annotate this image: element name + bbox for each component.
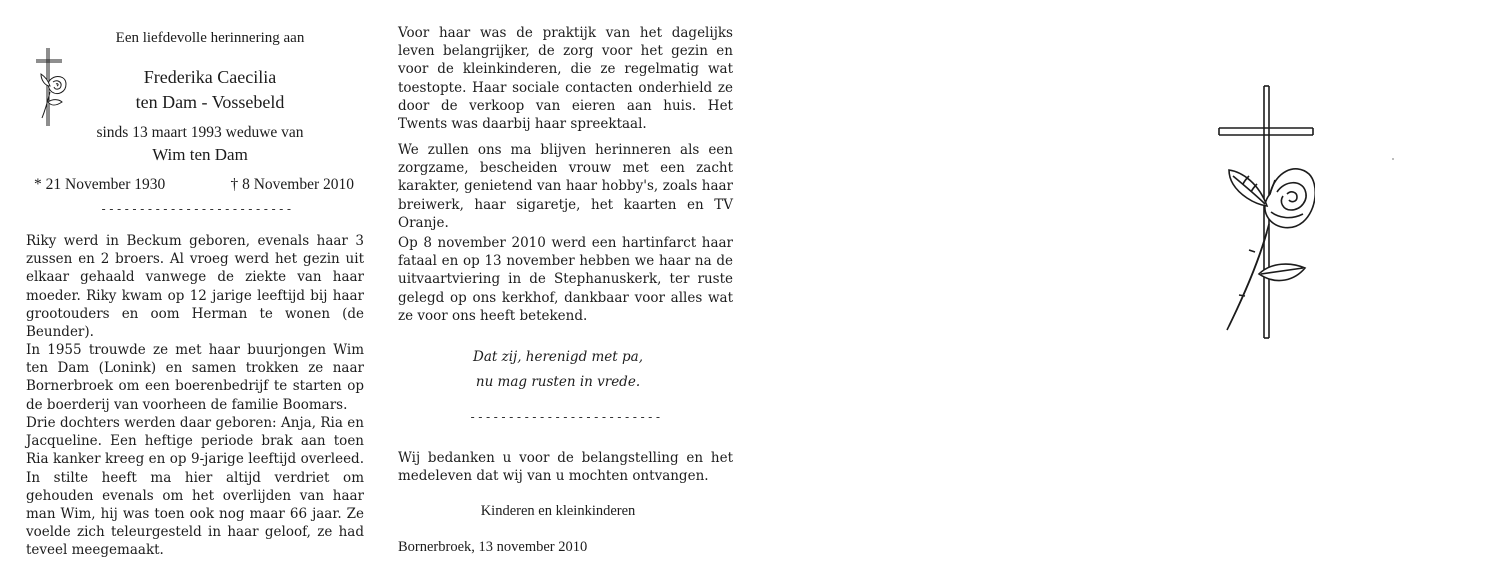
biography-paragraph: Op 8 november 2010 werd een hartinfarct haar fataal en op 13 november hebben we haar na de uitvaartviering in de Stephanuskerk, ter ruste gelegd op ons kerkhof, dankbaar voor alles wat ze voor ons heeft betekend. xyxy=(398,235,733,324)
biography-paragraph: Voor haar was de praktijk van het dagelijks leven belangrijker, de zorg voor het gezin en voor de kleinkinderen, die ze regelmatig wat toestopte. Haar sociale contacten onderhield ze door de verkoop van eieren aan huis. Het Twents was daarbij haar spreektaal. xyxy=(398,25,733,133)
right-panel xyxy=(770,0,1500,586)
biography-paragraph: In 1955 trouwde ze met haar buurjongen Wim ten Dam (Lonink) en samen trokken ze naar Bornerbroek om een boerenbedrijf te starten op de boerderij van voorheen de familie Boomars. xyxy=(26,342,364,413)
separator-line: ------------------------- xyxy=(469,410,663,424)
deceased-surname: ten Dam - Vossebeld xyxy=(135,92,285,112)
biography-paragraph: Drie dochters werden daar geboren: Anja, Ria en Jacqueline. Een heftige periode brak aan toen Ria kanker kreeg en op 9-jarige leeftijd overleed. In stilte heeft ma hier altijd verdriet om gehouden evenals om het overlijden van haar man Wim, hij was toen ook nog maar 66 jaar. Ze voelde zich teleurgesteld in haar geloof, ze had teveel meegemaakt. xyxy=(26,415,364,559)
speck xyxy=(1392,158,1394,160)
place-and-date: Bornerbroek, 13 november 2010 xyxy=(398,539,588,555)
thanks-paragraph: Wij bedanken u voor de belangstelling en het medeleven dat wij van u mochten ontvangen. xyxy=(398,450,733,485)
separator-line: ------------------------- xyxy=(100,202,294,216)
husband-name: Wim ten Dam xyxy=(152,145,248,164)
cross-with-rose-icon xyxy=(1215,84,1315,340)
widow-since-line: sinds 13 maart 1993 weduwe van xyxy=(96,124,304,141)
deceased-first-names: Frederika Caecilia xyxy=(143,67,277,87)
death-date: † 8 November 2010 xyxy=(230,176,354,193)
biography-paragraph: We zullen ons ma blijven herinneren als een zorgzame, bescheiden vrouw met een zacht karakter, genietend van haar hobby's, zoals haar breiwerk, haar sigaretje, het kaarten en TV Oranje. xyxy=(398,142,733,231)
poem-line: Dat zij, herenigd met pa, xyxy=(473,349,643,365)
poem-line: nu mag rusten in vrede. xyxy=(475,374,641,390)
left-panel xyxy=(0,0,380,586)
biography-paragraph: Riky werd in Beckum geboren, evenals haar 3 zussen en 2 broers. Al vroeg werd het gezin uit elkaar gehaald vanwege de ziekte van haar moeder. Riky kwam op 12 jarige leeftijd bij haar grootouders en oom Herman te wonen (de Beunder). xyxy=(26,233,364,341)
life-dates xyxy=(34,176,354,194)
birth-date: * 21 November 1930 xyxy=(34,176,166,193)
signature-line: Kinderen en kleinkinderen xyxy=(480,503,636,519)
intro-line: Een liefdevolle herinnering aan xyxy=(115,30,305,46)
